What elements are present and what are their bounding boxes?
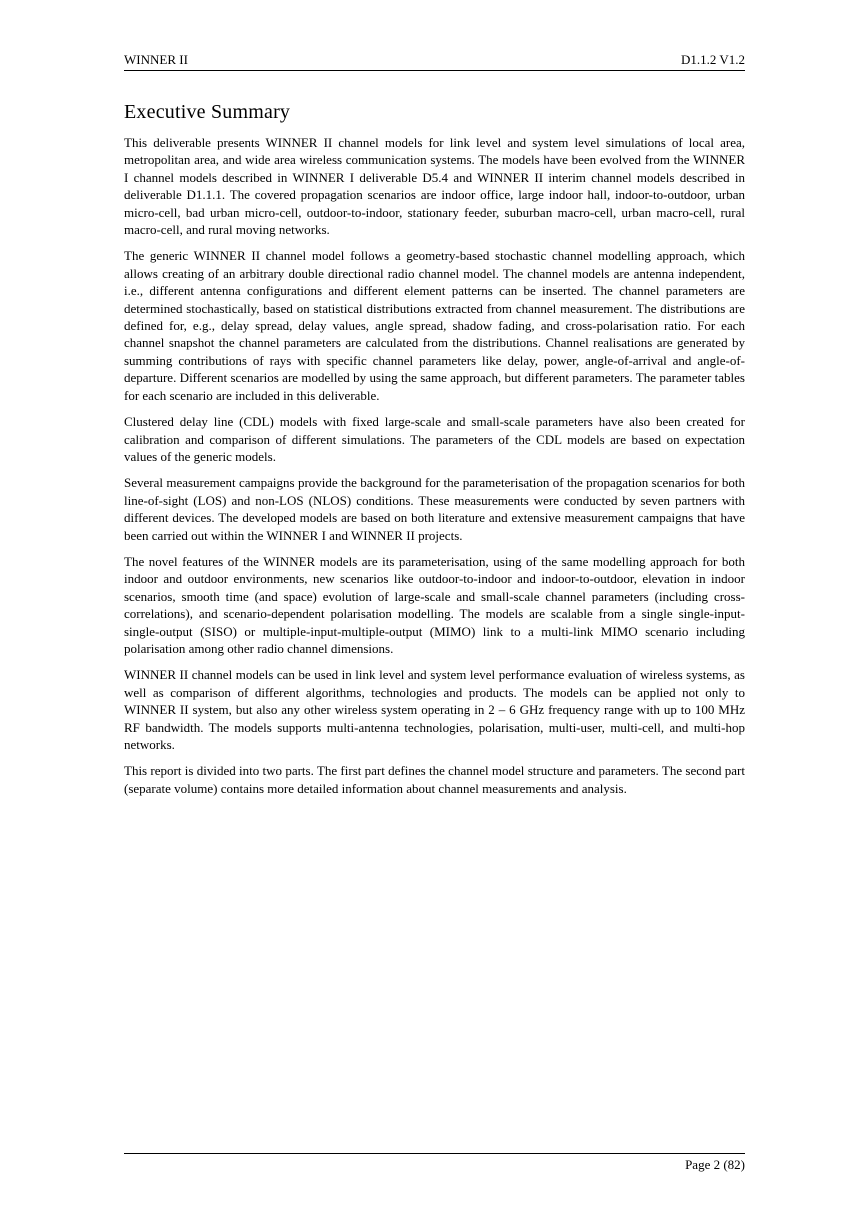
main-content: [124, 99, 745, 806]
paragraph-1: This deliverable presents WINNER II channel models for link level and system level simulations of local area, metropolitan area, and wide area wireless communication systems. The models have been evolved from the WINNER I channel models described in WINNER I deliverable D5.4 and WINNER II interim channel models described in deliverable D1.1.1. The covered propagation scenarios are indoor office, large indoor hall, indoor-to-outdoor, urban micro-cell, bad urban micro-cell, outdoor-to-indoor, stationary feeder, suburban macro-cell, urban macro-cell, rural macro-cell, and rural moving networks.: [124, 135, 745, 238]
paragraph-4: Several measurement campaigns provide the background for the parameterisation of the propagation scenarios for both line-of-sight (LOS) and non-LOS (NLOS) conditions. These measurements were conducted by seven partners with different devices. The developed models are based on both literature and extensive measurement campaigns that have been carried out within the WINNER I and WINNER II projects.: [124, 475, 745, 543]
section-title: Executive Summary: [124, 101, 291, 123]
page-footer: [124, 1153, 745, 1172]
header-project-name: WINNER II: [124, 52, 188, 67]
header-document-id: D1.1.2 V1.2: [680, 52, 745, 67]
paragraph-2: The generic WINNER II channel model follows a geometry-based stochastic channel modelling approach, which allows creating of an arbitrary double directional radio channel model. The channel models are antenna independent, i.e., different antenna configurations and different element patterns can be inserted. The channel parameters are determined stochastically, based on statistical distributions extracted from channel measurement. The distributions are defined for, e.g., delay spread, delay values, angle spread, shadow fading, and cross-polarisation ratio. For each channel snapshot the channel parameters are calculated from the distributions. Channel realisations are generated by summing contributions of rays with specific channel parameters like delay, power, angle-of-arrival and angle-of-departure. Different scenarios are modelled by using the same approach, but different parameters. The parameter tables for each scenario are included in this deliverable.: [124, 248, 745, 403]
page-number: Page 2 (82): [685, 1157, 745, 1172]
paragraph-5: The novel features of the WINNER models are its parameterisation, using of the same modelling approach for both indoor and outdoor environments, new scenarios like outdoor-to-indoor and indoor-to-outdoor, elevation in indoor scenarios, smooth time (and space) evolution of large-scale and small-scale channel parameters (including cross-correlations), and scenario-dependent polarisation modelling. The models are scalable from a single single-input-single-output (SISO) or multiple-input-multiple-output (MIMO) link to a multi-link MIMO scenario including polarisation among other radio channel dimensions.: [124, 553, 745, 656]
page-header: [124, 52, 745, 71]
paragraph-7: This report is divided into two parts. The first part defines the channel model structure and parameters. The second part (separate volume) contains more detailed information about channel measurements and analysis.: [124, 763, 745, 796]
paragraph-6: WINNER II channel models can be used in link level and system level performance evaluation of wireless systems, as well as comparison of different algorithms, technologies and products. The models can be applied not only to WINNER II system, but also any other wireless system operating in 2 – 6 GHz frequency range with up to 100 MHz RF bandwidth. The models supports multi-antenna technologies, polarisation, multi-user, multi-cell, and multi-hop networks.: [124, 667, 745, 752]
paragraph-3: Clustered delay line (CDL) models with fixed large-scale and small-scale parameters have also been created for calibration and comparison of different simulations. The parameters of the CDL models are based on expectation values of the generic models.: [124, 414, 745, 464]
